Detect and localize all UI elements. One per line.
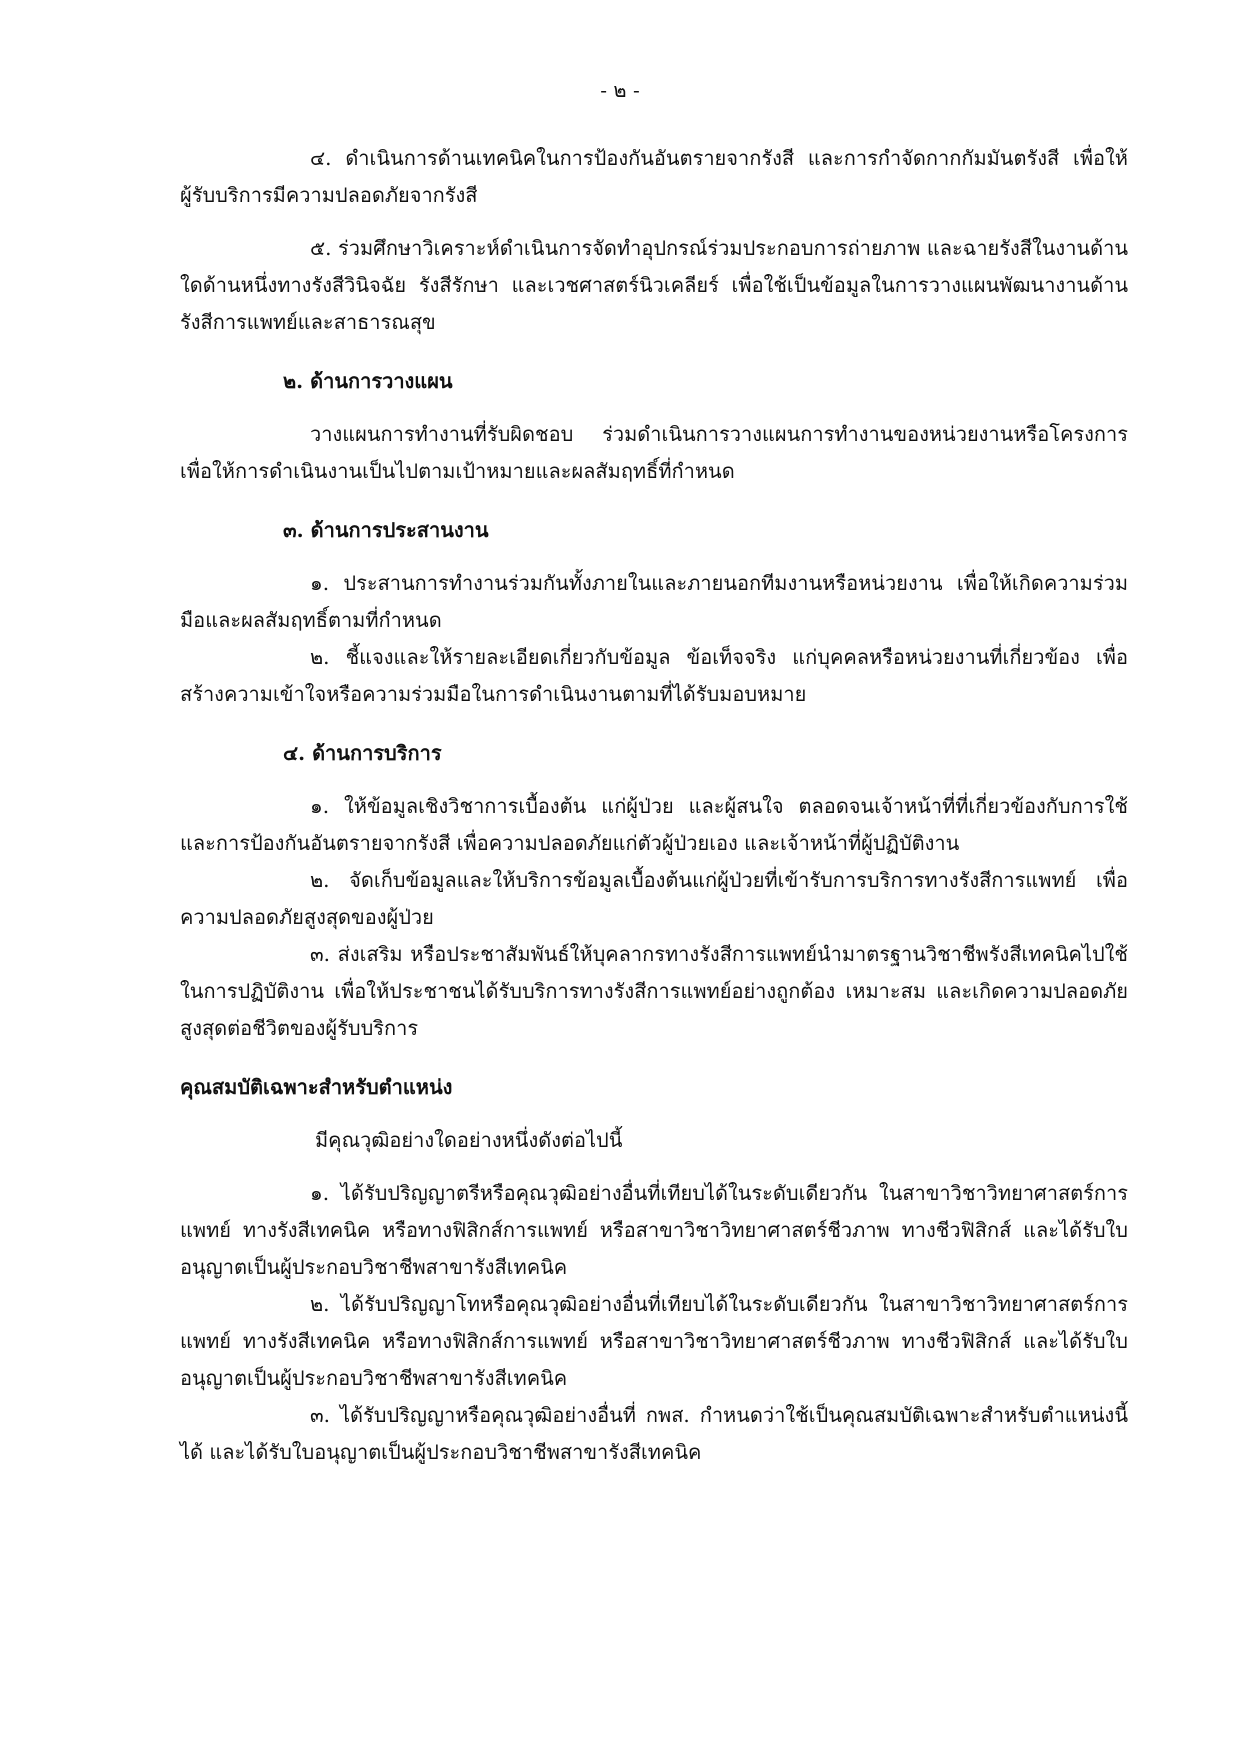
service-item-3: ๓. ส่งเสริม หรือประชาสัมพันธ์ให้บุคลากรทางรังสีการแพทย์นำมาตรฐานวิชาชีพรังสีเทคนิคไปใช้ในการปฏิบัติงาน เพื่อให้ประชาชนได้รับบริการทางรังสีการแพทย์อย่างถูกต้อง เหมาะสม และเกิดความปลอดภัยสูงสุดต่อชีวิตของผู้รับบริการ xyxy=(180,942,1128,1040)
document-body xyxy=(180,140,1128,1471)
coordination-heading: ๓. ด้านการประสานงาน xyxy=(283,518,489,542)
qualification-item-1: ๑. ได้รับปริญญาตรีหรือคุณวุฒิอย่างอื่นที่เทียบได้ในระดับเดียวกัน ในสาขาวิชาวิทยาศาสตร์การแพทย์ ทางรังสีเทคนิค หรือทางฟิสิกส์การแพทย์ หรือสาขาวิชาวิทยาศาสตร์ชีวภาพ ทางชีวฟิสิกส์ และได้รับใบอนุญาตเป็นผู้ประกอบวิชาชีพสาขารังสีเทคนิค xyxy=(180,1181,1128,1279)
qualifications-heading: คุณสมบัติเฉพาะสำหรับตำแหน่ง xyxy=(180,1075,453,1099)
coordination-item-1: ๑. ประสานการทำงานร่วมกันทั้งภายในและภายนอกทีมงานหรือหน่วยงาน เพื่อให้เกิดความร่วมมือและผลสัมฤทธิ์ตามที่กำหนด xyxy=(180,571,1128,632)
page-number: - ๒ - xyxy=(600,78,640,102)
qualification-item-2: ๒. ได้รับปริญญาโทหรือคุณวุฒิอย่างอื่นที่เทียบได้ในระดับเดียวกัน ในสาขาวิชาวิทยาศาสตร์การแพทย์ ทางรังสีเทคนิค หรือทางฟิสิกส์การแพทย์ หรือสาขาวิชาวิทยาศาสตร์ชีวภาพ ทางชีวฟิสิกส์ และได้รับใบอนุญาตเป็นผู้ประกอบวิชาชีพสาขารังสีเทคนิค xyxy=(180,1292,1128,1390)
qualification-item-3: ๓. ได้รับปริญญาหรือคุณวุฒิอย่างอื่นที่ กพส. กำหนดว่าใช้เป็นคุณสมบัติเฉพาะสำหรับตำแหน่งนี้ได้ และได้รับใบอนุญาตเป็นผู้ประกอบวิชาชีพสาขารังสีเทคนิค xyxy=(180,1403,1128,1464)
technical-item-4: ๔. ดำเนินการด้านเทคนิคในการป้องกันอันตรายจากรังสี และการกำจัดกากกัมมันตรังสี เพื่อให้ผู้รับบริการมีความปลอดภัยจากรังสี xyxy=(180,146,1128,207)
technical-item-5: ๕. ร่วมศึกษาวิเคราะห์ดำเนินการจัดทำอุปกรณ์ร่วมประกอบการถ่ายภาพ และฉายรังสีในงานด้านใดด้านหนึ่งทางรังสีวินิจฉัย รังสีรักษา และเวชศาสตร์นิวเคลียร์ เพื่อใช้เป็นข้อมูลในการวางแผนพัฒนางานด้านรังสีการแพทย์และสาธารณสุข xyxy=(180,236,1128,334)
coordination-item-2: ๒. ชี้แจงและให้รายละเอียดเกี่ยวกับข้อมูล ข้อเท็จจริง แก่บุคคลหรือหน่วยงานที่เกี่ยวข้อง เพื่อสร้างความเข้าใจหรือความร่วมมือในการดำเนินงานตามที่ได้รับมอบหมาย xyxy=(180,645,1128,706)
service-item-2: ๒. จัดเก็บข้อมูลและให้บริการข้อมูลเบื้องต้นแก่ผู้ป่วยที่เข้ารับการบริการทางรังสีการแพทย์ เพื่อความปลอดภัยสูงสุดของผู้ป่วย xyxy=(180,868,1128,929)
planning-text: วางแผนการทำงานที่รับผิดชอบ ร่วมดำเนินการวางแผนการทำงานของหน่วยงานหรือโครงการ เพื่อให้การดำเนินงานเป็นไปตามเป้าหมายและผลสัมฤทธิ์ที่กำหนด xyxy=(180,422,1128,483)
planning-heading: ๒. ด้านการวางแผน xyxy=(283,369,453,393)
service-item-1: ๑. ให้ข้อมูลเชิงวิชาการเบื้องต้น แก่ผู้ป่วย และผู้สนใจ ตลอดจนเจ้าหน้าที่ที่เกี่ยวข้องกับการใช้และการป้องกันอันตรายจากรังสี เพื่อความปลอดภัยแก่ตัวผู้ป่วยเอง และเจ้าหน้าที่ผู้ปฏิบัติงาน xyxy=(180,794,1128,855)
service-heading: ๔. ด้านการบริการ xyxy=(283,741,442,765)
qualifications-intro: มีคุณวุฒิอย่างใดอย่างหนึ่งดังต่อไปนี้ xyxy=(315,1128,623,1152)
